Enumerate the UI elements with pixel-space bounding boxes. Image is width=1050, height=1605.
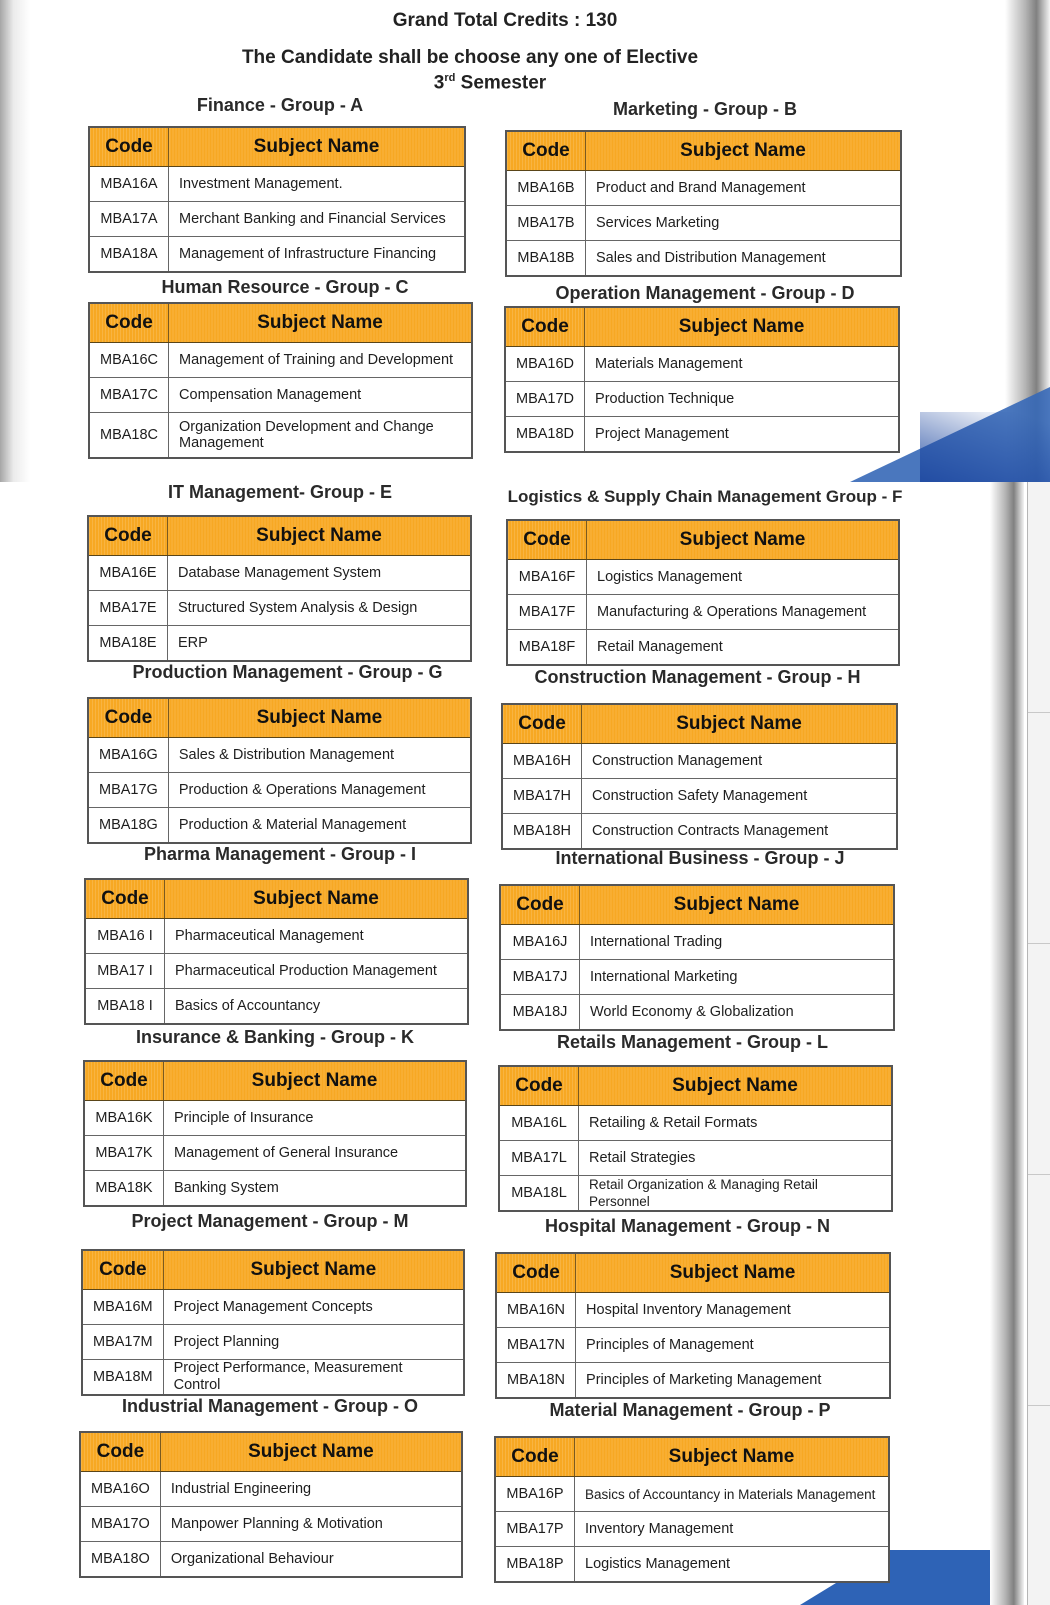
code-header: Code — [85, 879, 165, 919]
subject-code: MBA16N — [496, 1293, 576, 1328]
group-title-h: Construction Management - Group - H — [534, 667, 861, 687]
table-row — [84, 1101, 466, 1136]
table-row — [82, 1325, 464, 1360]
subject-code: MBA18G — [88, 808, 168, 844]
group-table-o — [79, 1431, 463, 1578]
group-table-p — [494, 1436, 890, 1583]
subject-header: Subject Name — [579, 1066, 893, 1106]
subject-code: MBA16F — [507, 560, 587, 595]
code-header: Code — [88, 516, 168, 556]
decorative-blue-band — [880, 1550, 990, 1605]
subject-name: Compensation Management — [169, 378, 472, 413]
subject-header: Subject Name — [585, 307, 899, 347]
code-header: Code — [496, 1253, 576, 1293]
group-title-e: IT Management- Group - E — [167, 482, 392, 502]
table-row — [80, 1507, 462, 1542]
subject-code: MBA16B — [506, 171, 586, 206]
table-row — [495, 1547, 889, 1583]
table-row — [500, 925, 894, 960]
subject-code: MBA16E — [88, 556, 168, 591]
group-title-c: Human Resource - Group - C — [161, 277, 409, 297]
subject-code: MBA17 I — [85, 954, 165, 989]
subject-code: MBA17J — [500, 960, 580, 995]
subject-name: Production Technique — [585, 382, 899, 417]
subject-code: MBA16 I — [85, 919, 165, 954]
table-row — [506, 206, 901, 241]
table-row — [495, 1477, 889, 1512]
table-row — [89, 378, 472, 413]
group-title-l: Retails Management - Group - L — [556, 1032, 829, 1052]
scanned-page-top — [0, 0, 1050, 482]
subject-name: Manufacturing & Operations Management — [587, 595, 900, 630]
subject-name: Basics of Accountancy in Materials Management — [575, 1477, 890, 1512]
subject-name: Production & Operations Management — [168, 773, 471, 808]
subject-header: Subject Name — [168, 516, 472, 556]
group-title-f: Logistics & Supply Chain Management Group - F — [507, 487, 903, 506]
table-row — [499, 1106, 892, 1141]
group-title-j: International Business - Group - J — [555, 848, 845, 868]
code-header: Code — [84, 1061, 164, 1101]
group-table-a — [88, 126, 466, 273]
subject-header: Subject Name — [165, 879, 469, 919]
subject-name: Construction Management — [582, 744, 897, 779]
table-row — [499, 1176, 892, 1212]
subject-name: Pharmaceutical Production Management — [165, 954, 469, 989]
subject-code: MBA16M — [82, 1290, 163, 1325]
table-row — [502, 814, 897, 850]
code-header: Code — [82, 1250, 163, 1290]
elective-instruction: The Candidate shall be choose any one of Elective — [241, 47, 699, 68]
group-title-g: Production Management - Group - G — [132, 662, 443, 682]
subject-name: Retail Management — [597, 638, 723, 655]
subject-name: Project Management — [595, 425, 729, 442]
table-row — [89, 167, 465, 202]
subject-code: MBA17D — [505, 382, 585, 417]
subject-code: MBA18E — [88, 626, 168, 662]
table-row — [84, 1136, 466, 1171]
table-row — [82, 1290, 464, 1325]
group-title-i: Pharma Management - Group - I — [143, 844, 417, 864]
group-title-p: Material Management - Group - P — [549, 1400, 831, 1420]
code-header: Code — [495, 1437, 575, 1477]
subject-code: MBA17L — [499, 1141, 579, 1176]
table-row — [507, 630, 899, 666]
table-row — [80, 1472, 462, 1507]
code-header: Code — [506, 131, 586, 171]
subject-code: MBA16G — [88, 738, 168, 773]
code-header: Code — [499, 1066, 579, 1106]
subject-name: Sales & Distribution Management — [168, 738, 471, 773]
table-row — [496, 1293, 890, 1328]
subject-code: MBA16A — [89, 167, 169, 202]
table-row — [88, 808, 471, 844]
subject-name: Services Marketing — [586, 206, 902, 241]
subject-code: MBA16P — [495, 1477, 575, 1512]
subject-name: Materials Management — [585, 347, 899, 382]
table-row — [88, 626, 471, 662]
subject-header: Subject Name — [576, 1253, 890, 1293]
subject-name: Management of Training and Development — [169, 343, 472, 378]
group-title-b: Marketing - Group - B — [613, 99, 797, 119]
group-table-n — [495, 1252, 891, 1399]
group-table-l — [498, 1065, 893, 1212]
code-header: Code — [505, 307, 585, 347]
table-row — [502, 779, 897, 814]
subject-code: MBA18B — [506, 241, 586, 277]
subject-header: Subject Name — [168, 698, 471, 738]
table-row — [85, 989, 468, 1025]
subject-name: Organization Development and Change Management — [179, 419, 434, 451]
group-table-c — [88, 302, 473, 459]
subject-header: Subject Name — [586, 131, 902, 171]
subject-name: Principle of Insurance — [164, 1101, 467, 1136]
table-row — [502, 744, 897, 779]
subject-header: Subject Name — [582, 704, 897, 744]
group-title-o: Industrial Management - Group - O — [121, 1396, 418, 1416]
subject-name: Inventory Management — [575, 1512, 890, 1547]
group-title-a: Finance - Group - A — [196, 95, 364, 115]
page-shadow — [0, 0, 30, 482]
scanned-page-bottom — [0, 482, 1050, 1605]
subject-name: Construction Contracts Management — [592, 822, 829, 839]
code-header: Code — [88, 698, 168, 738]
table-row — [82, 1360, 464, 1396]
subject-name: Logistics Management — [585, 1555, 731, 1572]
table-row — [496, 1328, 890, 1363]
subject-name: Management of General Insurance — [164, 1136, 467, 1171]
subject-name: International Trading — [580, 925, 895, 960]
table-row — [88, 773, 471, 808]
subject-name: Basics of Accountancy — [175, 997, 321, 1014]
table-row — [89, 202, 465, 237]
subject-code: MBA18C — [89, 413, 169, 459]
code-header: Code — [502, 704, 582, 744]
table-row — [85, 919, 468, 954]
group-title-m: Project Management - Group - M — [131, 1211, 409, 1231]
table-row — [88, 556, 471, 591]
group-title-k: Insurance & Banking - Group - K — [135, 1027, 415, 1047]
table-row — [89, 343, 472, 378]
table-row — [84, 1171, 466, 1207]
group-table-j — [499, 884, 895, 1031]
subject-name: Management of Infrastructure Financing — [179, 245, 437, 262]
subject-name: ERP — [178, 634, 208, 651]
subject-name: Project Planning — [163, 1325, 464, 1360]
subject-name: Production & Material Management — [178, 816, 407, 833]
subject-code: MBA17G — [88, 773, 168, 808]
code-header: Code — [500, 885, 580, 925]
subject-name: Merchant Banking and Financial Services — [169, 202, 466, 237]
subject-name: Pharmaceutical Management — [165, 919, 469, 954]
group-table-f — [506, 519, 900, 666]
table-row — [89, 237, 465, 273]
table-row — [506, 171, 901, 206]
table-row — [496, 1363, 890, 1399]
table-row — [500, 960, 894, 995]
table-row — [505, 417, 899, 453]
table-row — [499, 1141, 892, 1176]
subject-header: Subject Name — [169, 303, 472, 343]
subject-name: Investment Management. — [169, 167, 466, 202]
subject-name: International Marketing — [580, 960, 895, 995]
subject-code: MBA18A — [89, 237, 169, 273]
subject-name: Sales and Distribution Management — [596, 249, 826, 266]
subject-code: MBA17H — [502, 779, 582, 814]
subject-header: Subject Name — [587, 520, 900, 560]
subject-name: Principles of Management — [576, 1328, 890, 1363]
subject-code: MBA17C — [89, 378, 169, 413]
subject-code: MBA18O — [80, 1542, 160, 1578]
table-row — [80, 1542, 462, 1578]
subject-code: MBA18H — [502, 814, 582, 850]
group-table-m — [81, 1249, 465, 1396]
semester-suffix: rd — [444, 72, 456, 84]
subject-name: Industrial Engineering — [160, 1472, 462, 1507]
grand-total-credits: Grand Total Credits : 130 — [392, 10, 618, 31]
subject-code: MBA16C — [89, 343, 169, 378]
subject-header: Subject Name — [163, 1250, 464, 1290]
subject-name: Structured System Analysis & Design — [168, 591, 472, 626]
code-header: Code — [507, 520, 587, 560]
code-header: Code — [80, 1432, 160, 1472]
subject-header: Subject Name — [169, 127, 466, 167]
group-table-i — [84, 878, 469, 1025]
subject-code: MBA16D — [505, 347, 585, 382]
subject-code: MBA18J — [500, 995, 580, 1031]
decorative-blue-band — [920, 412, 1050, 482]
group-table-b — [505, 130, 902, 277]
table-row — [500, 995, 894, 1031]
subject-code: MBA18L — [499, 1176, 579, 1212]
subject-name: World Economy & Globalization — [590, 1003, 794, 1020]
subject-name: Manpower Planning & Motivation — [160, 1507, 462, 1542]
subject-code: MBA17E — [88, 591, 168, 626]
table-row — [505, 382, 899, 417]
subject-name: Retail Organization & Managing Retail Personnel — [589, 1177, 818, 1209]
group-table-e — [87, 515, 472, 662]
subject-name: Construction Safety Management — [582, 779, 897, 814]
table-row — [507, 595, 899, 630]
subject-name: Logistics Management — [587, 560, 900, 595]
group-title-n: Hospital Management - Group - N — [544, 1216, 830, 1236]
subject-code: MBA17F — [507, 595, 587, 630]
table-row — [85, 954, 468, 989]
subject-name: Database Management System — [168, 556, 472, 591]
subject-code: MBA16J — [500, 925, 580, 960]
subject-code: MBA18M — [82, 1360, 163, 1396]
subject-header: Subject Name — [160, 1432, 462, 1472]
subject-code: MBA17K — [84, 1136, 164, 1171]
subject-header: Subject Name — [575, 1437, 890, 1477]
page-edge-strip — [1027, 482, 1050, 1605]
group-title-d: Operation Management - Group - D — [555, 283, 855, 303]
table-row — [506, 241, 901, 277]
semester-label: Semester — [460, 72, 547, 94]
subject-code: MBA17M — [82, 1325, 163, 1360]
subject-code: MBA18D — [505, 417, 585, 453]
group-table-h — [501, 703, 898, 850]
subject-header: Subject Name — [164, 1061, 467, 1101]
table-row — [505, 347, 899, 382]
semester-heading — [390, 72, 590, 94]
subject-code: MBA17O — [80, 1507, 160, 1542]
subject-code: MBA16H — [502, 744, 582, 779]
subject-header: Subject Name — [580, 885, 895, 925]
table-row — [88, 591, 471, 626]
subject-code: MBA17N — [496, 1328, 576, 1363]
subject-name: Banking System — [174, 1179, 279, 1196]
subject-code: MBA16K — [84, 1101, 164, 1136]
subject-code: MBA18 I — [85, 989, 165, 1025]
group-table-d — [504, 306, 900, 453]
subject-name: Organizational Behaviour — [170, 1550, 334, 1567]
subject-name: Hospital Inventory Management — [576, 1293, 890, 1328]
table-row — [89, 413, 472, 459]
subject-code: MBA18F — [507, 630, 587, 666]
subject-name: Retailing & Retail Formats — [579, 1106, 893, 1141]
subject-name: Product and Brand Management — [586, 171, 902, 206]
subject-code: MBA17A — [89, 202, 169, 237]
subject-code: MBA18K — [84, 1171, 164, 1207]
subject-code: MBA16L — [499, 1106, 579, 1141]
group-table-k — [83, 1060, 467, 1207]
subject-code: MBA17P — [495, 1512, 575, 1547]
semester-number: 3 — [433, 72, 445, 94]
code-header: Code — [89, 127, 169, 167]
subject-code: MBA18P — [495, 1547, 575, 1583]
subject-name: Project Performance, Measurement Control — [173, 1360, 403, 1393]
subject-name: Project Management Concepts — [163, 1290, 464, 1325]
table-row — [88, 738, 471, 773]
table-row — [495, 1512, 889, 1547]
subject-code: MBA17B — [506, 206, 586, 241]
subject-code: MBA18N — [496, 1363, 576, 1399]
page-spine-shadow — [990, 482, 1024, 1605]
subject-code: MBA16O — [80, 1472, 160, 1507]
table-row — [507, 560, 899, 595]
subject-name: Principles of Marketing Management — [586, 1371, 822, 1388]
subject-name: Retail Strategies — [579, 1141, 893, 1176]
group-table-g — [87, 697, 472, 844]
code-header: Code — [89, 303, 169, 343]
